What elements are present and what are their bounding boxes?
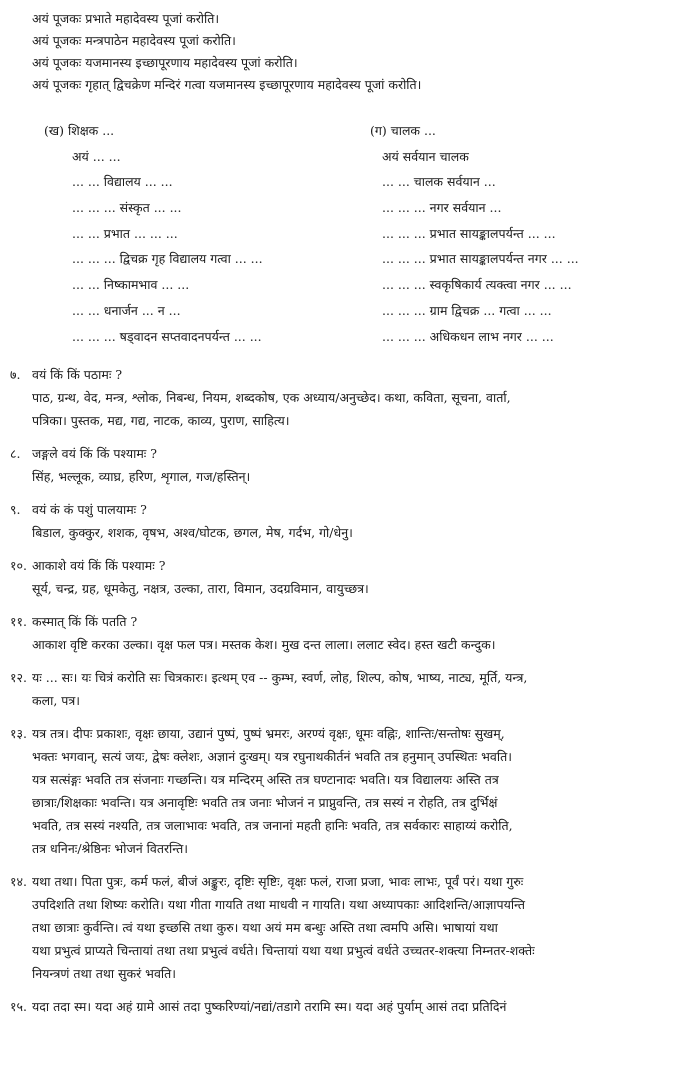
- answer-line: तत्र धनिनः/श्रेष्ठिनः भोजनं वितरन्ति।: [32, 841, 189, 856]
- question-text: यदा तदा स्म। यदा अहं ग्रामे आसं तदा पुष्करिण्यां/नद्यां/तडागे तरामि स्म। यदा अहं पुर्याम् आसं तदा प्रतिदिनं: [32, 999, 507, 1014]
- answer-body: [10, 521, 695, 544]
- column-row: ... ... ... प्रभात सायङ्कालपर्यन्त ... ...: [382, 225, 556, 241]
- intro-sentences: [32, 8, 692, 96]
- intro-line: अयं पूजकः यजमानस्य इच्छापूरणाय महादेवस्य पूजां करोति।: [32, 55, 298, 70]
- question-text: आकाशे वयं किं किं पश्यामः ?: [32, 558, 166, 573]
- question-number: १४.: [10, 874, 27, 889]
- question-12: [10, 666, 695, 712]
- answer-body: [10, 386, 695, 432]
- column-row: ... ... ... अधिकधन लाभ नगर ... ...: [382, 328, 554, 344]
- question-number: ७.: [10, 367, 21, 382]
- answer-body: [10, 689, 695, 712]
- answer-line: तथा छात्राः कुर्वन्ति। त्वं यथा इच्छसि तथा कुरु। यथा अयं मम बन्धुः अस्ति तथा त्वमपि असि। भाषायां यथा: [32, 920, 498, 935]
- chalak-column: [360, 118, 690, 349]
- answer-line: आकाश वृष्टि करका उल्का। वृक्ष फल पत्र। मस्तक केश। मुख दन्त लाला। ललाट स्वेद। हस्त खटी कन्दुक।: [32, 637, 496, 652]
- column-row: ... ... ... षड्वादन सप्तवादनपर्यन्त ... ...: [72, 328, 262, 344]
- column-row: ... ... विद्यालय ... ...: [72, 174, 173, 190]
- column-row: ... ... प्रभात ... ... ...: [72, 225, 178, 241]
- column-row: ... ... धनार्जन ... न ...: [72, 302, 181, 318]
- answer-line: यथा प्रभुत्वं प्राप्यते चिन्तायां तथा तथा प्रभुत्वं वर्धते। चिन्तायां यथा यथा प्रभुत्वं वर्धते उच्चतर-शक्त्या निम्नतर-शक्तेः: [32, 943, 535, 958]
- answer-body: [10, 893, 695, 985]
- answer-line: छात्राः/शिक्षकाः भवन्ति। यत्र अनावृष्टिः भवति तत्र जनाः भोजनं न प्राप्नुवन्ति, तत्र सस्यं न रोहति, तत्र दुर्भिक्षं: [32, 795, 498, 810]
- answer-line: नियन्त्रणं तथा तथा सुकरं भवति।: [32, 966, 177, 981]
- intro-line: अयं पूजकः गृहात् द्विचक्रेण मन्दिरं गत्वा यजमानस्य इच्छापूरणाय महादेवस्य पूजां करोति।: [32, 77, 422, 92]
- column-row: अयं ... ...: [72, 148, 121, 164]
- question-14: [10, 870, 695, 985]
- question-8: [10, 442, 695, 488]
- question-number: १३.: [10, 726, 27, 741]
- column-row: ... ... चालक सर्वयान ...: [382, 174, 496, 190]
- question-text: जङ्गले वयं किं किं पश्यामः ?: [32, 446, 158, 461]
- question-number: १२.: [10, 670, 27, 685]
- question-10: [10, 554, 695, 600]
- question-text: वयं किं किं पठामः ?: [32, 367, 123, 382]
- question-text: यथा तथा। पिता पुत्रः, कर्म फलं, बीजं अङ्कुरः, दृष्टिः सृष्टिः, वृक्षः फलं, राजा प्रजा, भावः लाभः, पूर्वं परं। यथा गुरुः: [32, 874, 524, 889]
- question-list: [10, 363, 695, 1028]
- column-row: ... ... ... ग्राम द्विचक्र ... गत्वा ... ...: [382, 302, 552, 318]
- column-row: ... ... ... नगर सर्वयान ...: [382, 200, 502, 216]
- question-7: [10, 363, 695, 432]
- column-row: अयं सर्वयान चालक: [382, 148, 469, 164]
- question-text: यत्र तत्र। दीपः प्रकाशः, वृक्षः छाया, उद्यानं पुष्पं, पुष्पं भ्रमरः, अरण्यं वृक्षः, धूमः वह्निः, शान्तिः/सन्तोषः सुखम्,: [32, 726, 505, 741]
- answer-body: [10, 465, 695, 488]
- answer-body: [10, 745, 695, 860]
- column-row: ... ... ... स्वकृषिकार्य त्यक्त्वा नगर ... ...: [382, 277, 572, 293]
- column-heading: (ख) शिक्षक ...: [44, 123, 115, 138]
- question-text: कस्मात् किं किं पतति ?: [32, 614, 138, 629]
- answer-line: पाठ, ग्रन्थ, वेद, मन्त्र, श्लोक, निबन्ध, नियम, शब्दकोष, एक अध्याय/अनुच्छेद। कथा, कविता, सूचना, वार्ता,: [32, 390, 511, 405]
- answer-line: सिंह, भल्लूक, व्याघ्र, हरिण, शृगाल, गज/हस्तिन्।: [32, 469, 251, 484]
- answer-line: कला, पत्र।: [32, 693, 80, 708]
- column-row: ... ... ... प्रभात सायङ्कालपर्यन्त नगर ... ...: [382, 251, 579, 267]
- answer-line: बिडाल, कुक्कुर, शशक, वृषभ, अश्व/घोटक, छगल, मेष, गर्दभ, गो/धेनु।: [32, 525, 353, 540]
- question-number: १५.: [10, 999, 27, 1014]
- intro-line: अयं पूजकः मन्त्रपाठेन महादेवस्य पूजां करोति।: [32, 33, 236, 48]
- intro-line: अयं पूजकः प्रभाते महादेवस्य पूजां करोति।: [32, 11, 220, 26]
- question-number: ९.: [10, 502, 21, 517]
- column-row: ... ... निष्कामभाव ... ...: [72, 277, 190, 293]
- shikshak-column: [44, 118, 374, 349]
- question-number: ११.: [10, 614, 27, 629]
- column-row: ... ... ... द्विचक्र गृह विद्यालय गत्वा ... ...: [72, 251, 263, 267]
- question-number: ८.: [10, 446, 21, 461]
- question-15: [10, 995, 695, 1018]
- question-9: [10, 498, 695, 544]
- question-text: वयं कं कं पशुं पालयामः ?: [32, 502, 147, 517]
- answer-line: सूर्य, चन्द्र, ग्रह, धूमकेतु, नक्षत्र, उल्का, तारा, विमान, उदग्रविमान, वायुच्छत्र।: [32, 581, 369, 596]
- question-text: यः ... सः। यः चित्रं करोति सः चित्रकारः। इत्थम् एव -- कुम्भ, स्वर्ण, लोह, शिल्प, कोष, भाष्य, नाट्य, मूर्ति, यन्त्र,: [32, 670, 528, 685]
- answer-body: [10, 633, 695, 656]
- question-number: १०.: [10, 558, 27, 573]
- column-heading: (ग) चालक ...: [370, 123, 436, 138]
- answer-line: भक्तः भगवान्, सत्यं जयः, द्वेषः क्लेशः, अज्ञानं दुःखम्। यत्र रघुनाथकीर्तनं भवति तत्र हनुमान् उपस्थितः भवति।: [32, 749, 512, 764]
- question-11: [10, 610, 695, 656]
- column-row: ... ... ... संस्कृत ... ...: [72, 200, 182, 216]
- answer-line: उपदिशति तथा शिष्यः करोति। यथा गीता गायति तथा माधवी न गायति। यथा अध्यापकाः आदिशन्ति/आज्ञापयन्ति: [32, 897, 526, 912]
- answer-body: [10, 577, 695, 600]
- answer-line: भवति, तत्र सस्यं नश्यति, तत्र जलाभावः भवति, तत्र जनानां महती हानिः भवति, तत्र सर्वकारः साहाय्यं करोति,: [32, 818, 513, 833]
- answer-line: यत्र सत्संङ्गः भवति तत्र संजनाः गच्छन्ति। यत्र मन्दिरम् अस्ति तत्र घण्टानादः भवति। यत्र विद्यालयः अस्ति तत्र: [32, 772, 499, 787]
- answer-line: पत्रिका। पुस्तक, मद्य, गद्य, नाटक, काव्य, पुराण, साहित्य।: [32, 413, 290, 428]
- question-13: [10, 722, 695, 860]
